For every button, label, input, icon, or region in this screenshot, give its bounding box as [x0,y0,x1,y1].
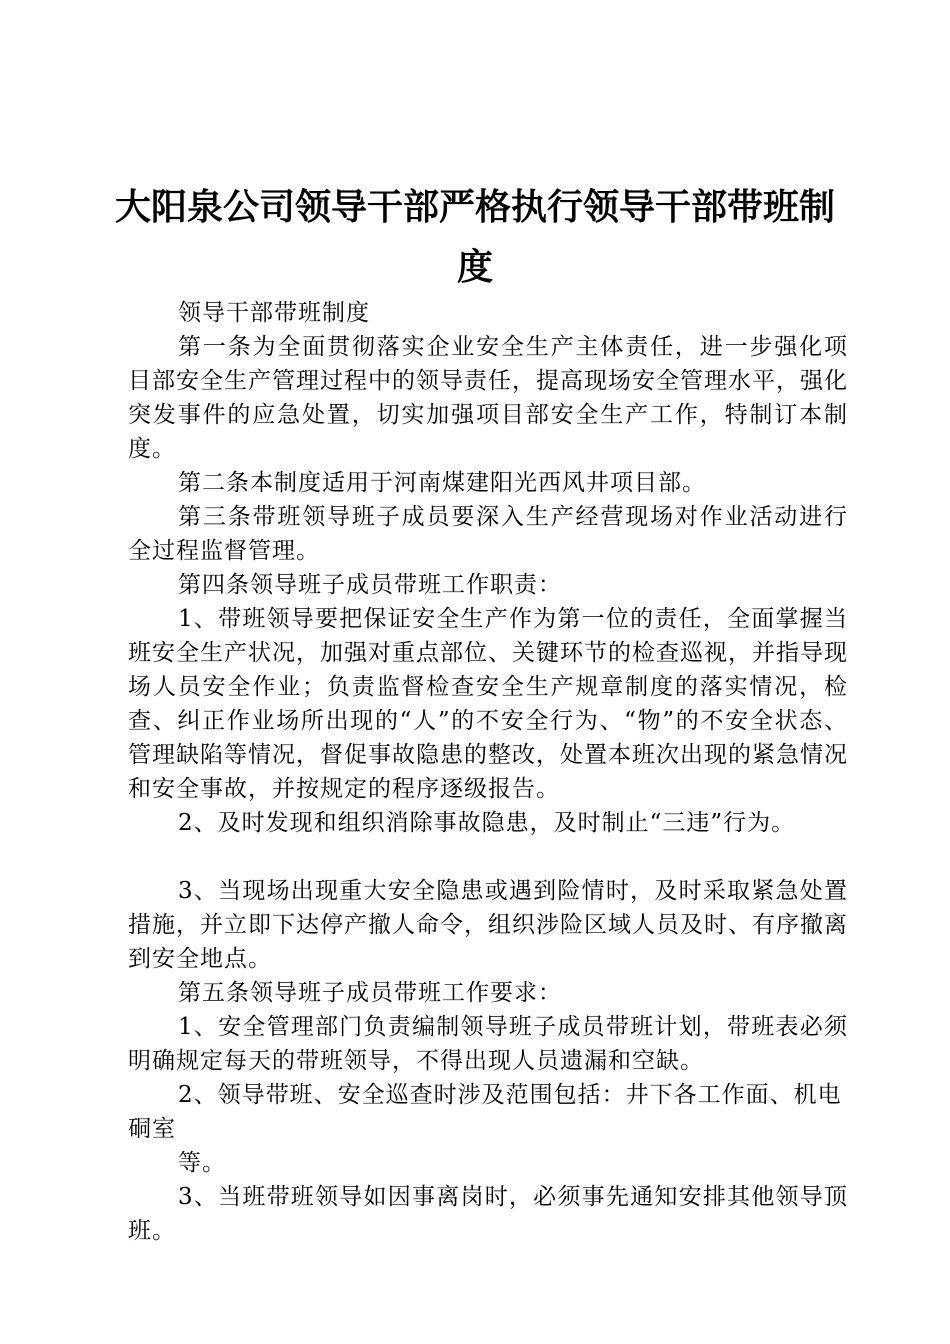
document-body [128,296,848,1248]
article-3: 第三条带班领导班子成员要深入生产经营现场对作业活动进行全过程监督管理。 [128,504,848,564]
article-5: 第五条领导班子成员带班工作要求： [178,980,562,1006]
article-5-item-1: 1、安全管理部门负责编制领导班子成员带班计划，带班表必须明确规定每天的带班领导，不得出现人员遗漏和空缺。 [128,1014,848,1074]
article-1: 第一条为全面贯彻落实企业安全生产主体责任，进一步强化项目部安全生产管理过程中的领导责任，提高现场安全管理水平，强化突发事件的应急处置，切实加强项目部安全生产工作，特制订本制度。 [128,334,848,462]
document-title-line-1: 大阳泉公司领导干部严格执行领导干部带班制 [114,187,835,228]
article-4: 第四条领导班子成员带班工作职责： [178,572,562,598]
article-5-item-3: 3、当班带班领导如因事离岗时，必须事先通知安排其他领导顶班。 [128,1184,848,1244]
article-5-item-2: 2、领导带班、安全巡查时涉及范围包括：井下各工作面、机电硐室 [128,1082,842,1142]
article-4-item-2: 2、及时发现和组织消除事故隐患，及时制止“三违”行为。 [178,810,796,836]
article-4-item-1: 1、带班领导要把保证安全生产作为第一位的责任，全面掌握当班安全生产状况，加强对重点部位、关键环节的检查巡视，并指导现场人员安全作业；负责监督检查安全生产规章制度的落实情况，检查、纠正作业场所出现的“人”的不安全行为、“物”的不安全状态、管理缺陷等情况，督促事故隐患的整改，处置本班次出现的紧急情况和安全事故，并按规定的程序逐级报告。 [128,606,848,802]
document-title-line-2: 度 [456,247,493,288]
article-5-item-2-continued: 等。 [178,1150,226,1176]
article-4-item-3: 3、当现场出现重大安全隐患或遇到险情时，及时采取紧急处置措施，并立即下达停产撤人命令，组织涉险区域人员及时、有序撤离到安全地点。 [128,878,848,972]
article-2: 第二条本制度适用于河南煤建阳光西风井项目部。 [178,470,706,496]
paragraph-gap [128,840,848,874]
section-heading: 领导干部带班制度 [178,300,370,326]
